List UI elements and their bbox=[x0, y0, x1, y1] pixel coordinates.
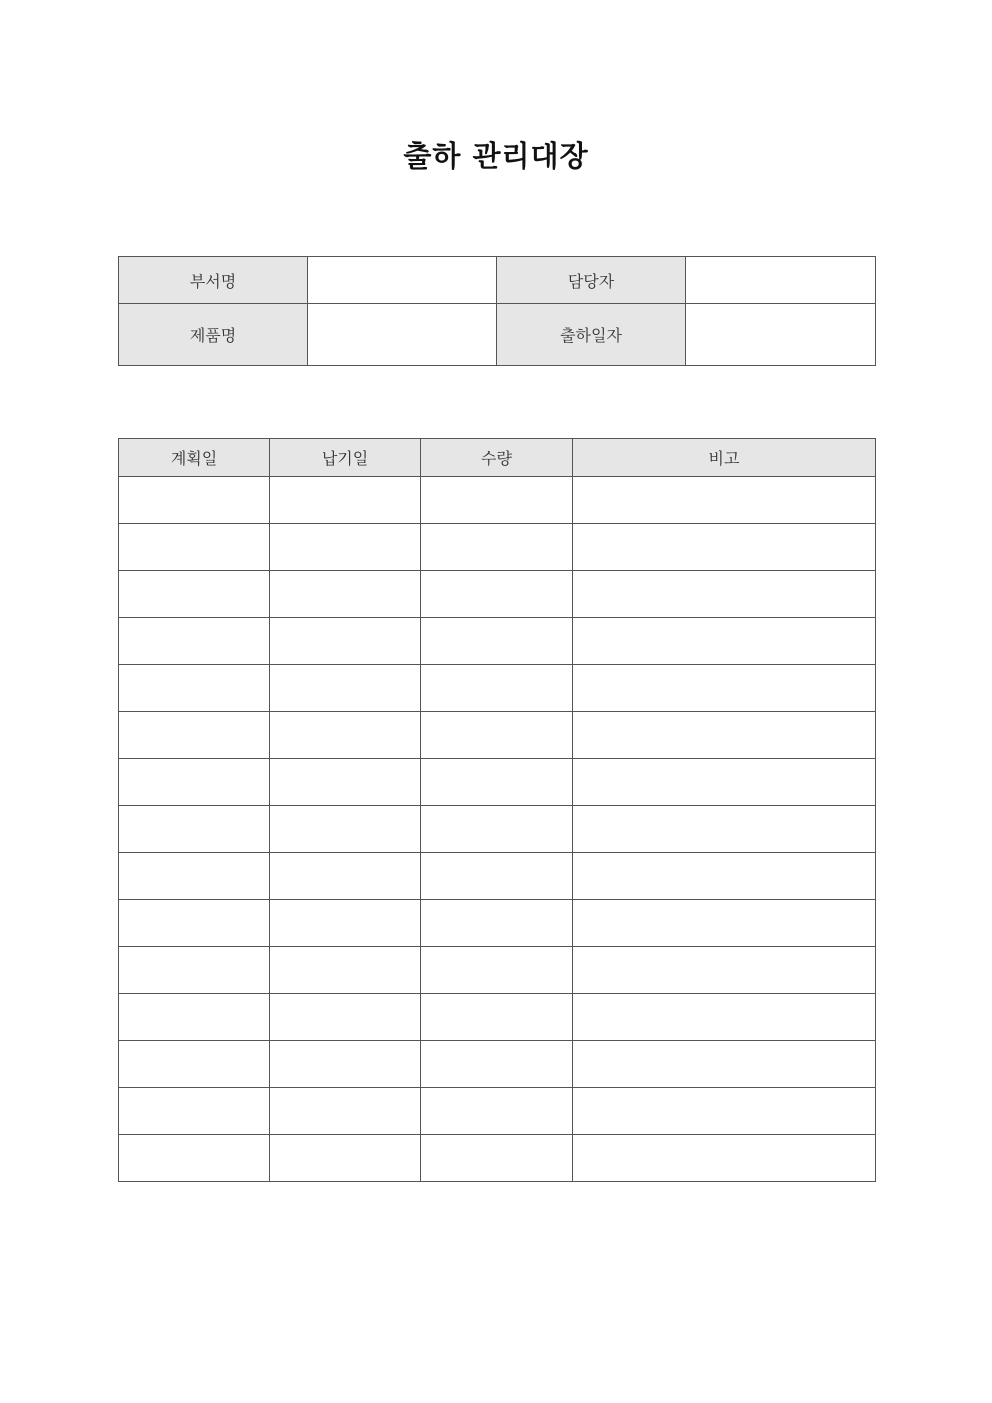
page-title: 출하 관리대장 bbox=[403, 139, 589, 173]
plan-date-cell[interactable] bbox=[119, 1135, 270, 1182]
table-row bbox=[119, 1088, 876, 1135]
ledger-header-row bbox=[119, 439, 876, 477]
due-date-cell[interactable] bbox=[270, 477, 421, 524]
remarks-cell[interactable] bbox=[573, 1041, 876, 1088]
ledger-body bbox=[119, 477, 876, 1182]
table-row bbox=[119, 477, 876, 524]
product-field[interactable] bbox=[308, 304, 497, 366]
department-label: 부서명 bbox=[119, 257, 308, 304]
quantity-cell[interactable] bbox=[421, 806, 573, 853]
quantity-cell[interactable] bbox=[421, 947, 573, 994]
due-date-cell[interactable] bbox=[270, 806, 421, 853]
due-date-cell[interactable] bbox=[270, 618, 421, 665]
due-date-cell[interactable] bbox=[270, 1088, 421, 1135]
due-date-cell[interactable] bbox=[270, 947, 421, 994]
table-row bbox=[119, 853, 876, 900]
due-date-cell[interactable] bbox=[270, 994, 421, 1041]
table-row bbox=[119, 712, 876, 759]
quantity-cell[interactable] bbox=[421, 665, 573, 712]
plan-date-cell[interactable] bbox=[119, 1041, 270, 1088]
column-header-remarks: 비고 bbox=[573, 439, 876, 477]
column-header-plan-date: 계획일 bbox=[119, 439, 270, 477]
info-table bbox=[118, 256, 876, 366]
quantity-cell[interactable] bbox=[421, 571, 573, 618]
plan-date-cell[interactable] bbox=[119, 665, 270, 712]
remarks-cell[interactable] bbox=[573, 806, 876, 853]
due-date-cell[interactable] bbox=[270, 571, 421, 618]
due-date-cell[interactable] bbox=[270, 853, 421, 900]
remarks-cell[interactable] bbox=[573, 853, 876, 900]
table-row bbox=[119, 947, 876, 994]
table-row bbox=[119, 665, 876, 712]
remarks-cell[interactable] bbox=[573, 571, 876, 618]
plan-date-cell[interactable] bbox=[119, 571, 270, 618]
info-row bbox=[119, 257, 876, 304]
table-row bbox=[119, 994, 876, 1041]
remarks-cell[interactable] bbox=[573, 712, 876, 759]
remarks-cell[interactable] bbox=[573, 477, 876, 524]
column-header-due-date: 납기일 bbox=[270, 439, 421, 477]
due-date-cell[interactable] bbox=[270, 1041, 421, 1088]
remarks-cell[interactable] bbox=[573, 665, 876, 712]
quantity-cell[interactable] bbox=[421, 1088, 573, 1135]
remarks-cell[interactable] bbox=[573, 947, 876, 994]
plan-date-cell[interactable] bbox=[119, 853, 270, 900]
plan-date-cell[interactable] bbox=[119, 994, 270, 1041]
table-row bbox=[119, 618, 876, 665]
table-row bbox=[119, 900, 876, 947]
plan-date-cell[interactable] bbox=[119, 947, 270, 994]
table-row bbox=[119, 806, 876, 853]
quantity-cell[interactable] bbox=[421, 853, 573, 900]
remarks-cell[interactable] bbox=[573, 1135, 876, 1182]
remarks-cell[interactable] bbox=[573, 524, 876, 571]
remarks-cell[interactable] bbox=[573, 1088, 876, 1135]
plan-date-cell[interactable] bbox=[119, 900, 270, 947]
quantity-cell[interactable] bbox=[421, 618, 573, 665]
due-date-cell[interactable] bbox=[270, 665, 421, 712]
quantity-cell[interactable] bbox=[421, 524, 573, 571]
plan-date-cell[interactable] bbox=[119, 1088, 270, 1135]
info-row bbox=[119, 304, 876, 366]
plan-date-cell[interactable] bbox=[119, 524, 270, 571]
manager-field[interactable] bbox=[686, 257, 876, 304]
table-row bbox=[119, 759, 876, 806]
table-row bbox=[119, 1135, 876, 1182]
table-row bbox=[119, 524, 876, 571]
plan-date-cell[interactable] bbox=[119, 712, 270, 759]
quantity-cell[interactable] bbox=[421, 900, 573, 947]
manager-label: 담당자 bbox=[497, 257, 686, 304]
plan-date-cell[interactable] bbox=[119, 618, 270, 665]
remarks-cell[interactable] bbox=[573, 994, 876, 1041]
remarks-cell[interactable] bbox=[573, 618, 876, 665]
due-date-cell[interactable] bbox=[270, 900, 421, 947]
plan-date-cell[interactable] bbox=[119, 477, 270, 524]
plan-date-cell[interactable] bbox=[119, 759, 270, 806]
quantity-cell[interactable] bbox=[421, 994, 573, 1041]
due-date-cell[interactable] bbox=[270, 712, 421, 759]
product-label: 제품명 bbox=[119, 304, 308, 366]
ship-date-label: 출하일자 bbox=[497, 304, 686, 366]
due-date-cell[interactable] bbox=[270, 1135, 421, 1182]
quantity-cell[interactable] bbox=[421, 477, 573, 524]
quantity-cell[interactable] bbox=[421, 712, 573, 759]
table-row bbox=[119, 1041, 876, 1088]
quantity-cell[interactable] bbox=[421, 1041, 573, 1088]
plan-date-cell[interactable] bbox=[119, 806, 270, 853]
department-field[interactable] bbox=[308, 257, 497, 304]
due-date-cell[interactable] bbox=[270, 759, 421, 806]
due-date-cell[interactable] bbox=[270, 524, 421, 571]
quantity-cell[interactable] bbox=[421, 1135, 573, 1182]
ledger-table bbox=[118, 438, 876, 1182]
remarks-cell[interactable] bbox=[573, 759, 876, 806]
remarks-cell[interactable] bbox=[573, 900, 876, 947]
quantity-cell[interactable] bbox=[421, 759, 573, 806]
column-header-quantity: 수량 bbox=[421, 439, 573, 477]
table-row bbox=[119, 571, 876, 618]
ship-date-field[interactable] bbox=[686, 304, 876, 366]
